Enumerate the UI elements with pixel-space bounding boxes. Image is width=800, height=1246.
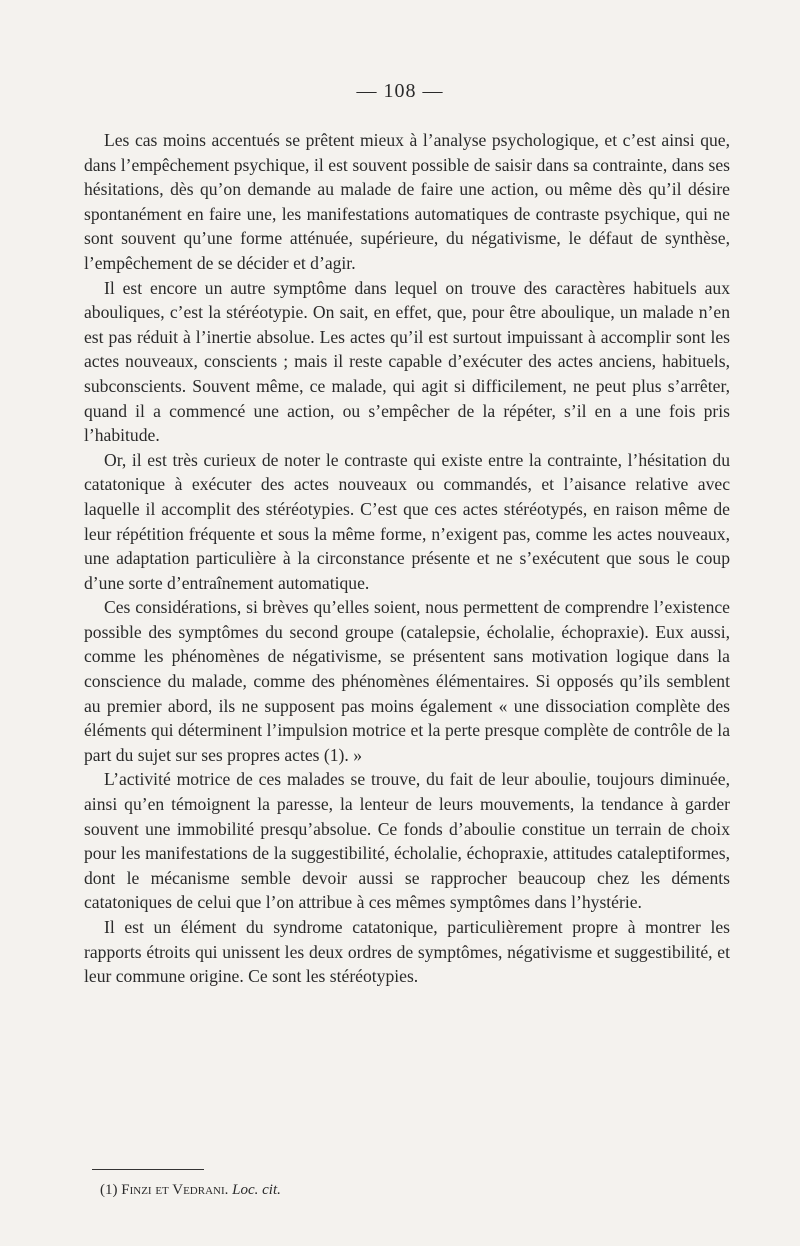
body-text <box>84 128 730 989</box>
paragraph: L’activité motrice de ces malades se trouve, du fait de leur aboulie, toujours diminuée, ainsi qu’en témoignent la paresse, la lenteur de leurs mouvements, la tendance à garder souvent une immobilité presqu’absolue. Ce fonds d’aboulie constitue un terrain de choix pour les manifestations de la suggestibilité, écholalie, échopraxie, attitudes cataleptiformes, dont le mécanisme semble devoir aussi se rapprocher beaucoup chez les déments catatoniques de celui que l’on attribue à ces mêmes symptômes dans l’hystérie. <box>84 769 730 913</box>
paragraph: Or, il est très curieux de noter le contraste qui existe entre la contrainte, l’hésitation du catatonique à exécuter des actes nouveaux ou commandés, et l’aisance relative avec laquelle il accomplit des stéréotypies. C’est que ces actes stéréotypés, en raison même de leur répétition fréquente et sous la même forme, n’exigent pas, comme les actes nouveaux, une adaptation particulière à la circonstance présente et ne s’exécutent que sous le coup d’une sorte d’entraînement automatique. <box>84 449 730 593</box>
paragraph: Les cas moins accentués se prêtent mieux à l’analyse psychologique, et c’est ainsi que, dans l’empêchement psychique, il est souvent possible de saisir dans sa contrainte, dans ses hésitations, dès qu’on demande au malade de faire une action, ou même dès qu’il désire spontanément en faire une, les manifestations automatiques de contraste psychique, qui ne sont souvent qu’une forme atténuée, supérieure, du négativisme, le défaut de synthèse, l’empêchement de se décider et d’agir. <box>84 130 730 273</box>
paragraph: Il est un élément du syndrome catatonique, particulièrement propre à montrer les rapports étroits qui unissent les deux ordres de symptômes, négativisme et suggestibilité, et leur commune origine. Ce sont les stéréotypies. <box>84 917 730 987</box>
footnote-marker: (1) <box>100 1182 118 1198</box>
footnote-divider <box>92 1169 204 1170</box>
footnote <box>100 1180 281 1200</box>
paragraph: Il est encore un autre symptôme dans lequel on trouve des caractères habituels aux abouliques, c’est la stéréotypie. On sait, en effet, que, pour être aboulique, un malade n’en est pas réduit à l’inertie absolue. Les actes qu’il est surtout impuissant à accomplir sont les actes nouveaux, conscients ; mais il reste capable d’exécuter des actes anciens, habituels, subconscients. Souvent même, ce malade, qui agit si difficilement, ne peut plus s’arrêter, quand il a commencé une action, ou s’empêcher de la répéter, s’il en a une fois pris l’habitude. <box>84 277 730 446</box>
footnote-authors: Finzi et Vedrani. <box>121 1182 229 1198</box>
footnote-reference: Loc. cit. <box>232 1182 281 1198</box>
paragraph: Ces considérations, si brèves qu’elles soient, nous permettent de comprendre l’existence possible des symptômes du second groupe (catalepsie, écholalie, échopraxie). Eux aussi, comme les phénomènes de négativisme, se présentent sans motivation logique dans la conscience du malade, comme des phénomènes élémentaires. Si opposés qu’ils semblent au premier abord, ils ne supposent pas moins également « une dissociation complète des éléments qui déterminent l’impulsion motrice et la perte presque complète de contrôle de la part du sujet sur ses propres actes (1). » <box>84 597 730 765</box>
page-number: — 108 — <box>356 80 444 102</box>
